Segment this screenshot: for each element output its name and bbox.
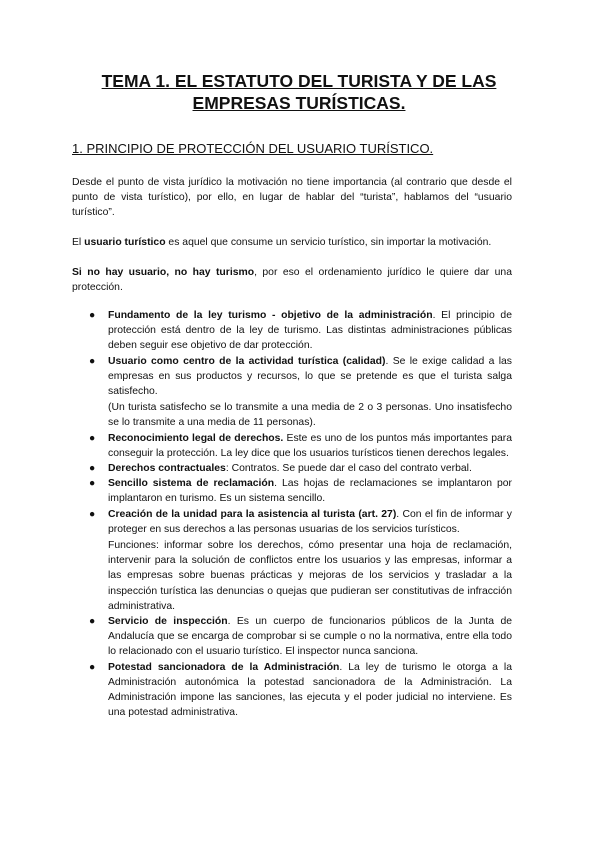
list-item [89, 507, 512, 614]
paragraph-usuario-turistico [72, 235, 512, 250]
list-item-text: . Con el fin de informar y proteger en sus derechos a las personas usuarias de los servicios turísticos. [108, 508, 512, 535]
list-item [89, 354, 513, 431]
list-item [89, 431, 512, 461]
list-item-text: . La ley de turismo le otorga a la Administración autonómica la potestad sancionadora de la Administración. La Administración impone las sanciones, las ejecuta y el poder judicial no interviene. Es una potestad administrativa. [108, 661, 513, 719]
bold-term: usuario turístico [84, 237, 166, 248]
bullet-icon: ● [89, 478, 96, 490]
list-item-text: . El principio de protección está dentro de la ley de turismo. Las distintas administraciones públicas deben seguir ese objetivo de dar protección. [108, 310, 512, 352]
paragraph-no-usuario [72, 265, 512, 295]
bullet-icon: ● [89, 355, 96, 367]
list-item-text: : Contratos. Se puede dar el caso del contrato verbal. [225, 463, 472, 475]
bullet-icon: ● [89, 432, 96, 444]
list-item-note: (Un turista satisfecho se lo transmite a una media de 2 o 3 personas. Uno insatisfecho se lo transmite a una media de 11 personas). [108, 402, 512, 429]
list-item-title: Usuario como centro de la actividad turística (calidad) [108, 355, 386, 367]
list-item-title: Creación de la unidad para la asistencia al turista (art. 27) [108, 508, 397, 520]
list-item-title: Potestad sancionadora de la Administración [108, 661, 340, 673]
principles-list [72, 308, 512, 720]
title-line-1: TEMA 1. EL ESTATUTO DEL TURISTA Y DE LAS [101, 71, 497, 91]
bullet-icon: ● [89, 616, 96, 628]
bullet-icon: ● [89, 310, 96, 321]
list-item [89, 308, 512, 354]
list-item-note: Funciones: informar sobre los derechos, cómo presentar una hoja de reclamación, intervenir para la solución de conflictos entre los usuarios y las empresas, informar a las empresas sobre buenas prácticas y mejoras de los servicios y trasladar a la inspección turística las denuncias o quejas que pudieran ser constitutivas de infracción administrativa. [108, 540, 512, 612]
title-line-2: EMPRESAS TURÍSTICAS. [192, 93, 406, 113]
bullet-icon: ● [89, 508, 96, 520]
list-item [89, 614, 513, 660]
list-item-text: . Las hojas de reclamaciones se implantaron por implantaron en turismo. Es un sistema sencillo. [108, 478, 512, 505]
list-item [89, 461, 512, 476]
list-item-title: Reconocimiento legal de derechos. [108, 432, 284, 444]
list-item-title: Derechos contractuales [108, 463, 226, 475]
list-item-title: Fundamento de la ley turismo - objetivo de la administración [108, 310, 433, 321]
paragraph-text: es aquel que consume un servicio turístico, sin importar la motivación. [165, 237, 492, 248]
list-item-text: Este es uno de los puntos más importantes para conseguir la protección. La ley dice que los usuarios turísticos tienen derechos legales. [108, 432, 512, 459]
list-item-title: Sencillo sistema de reclamación [108, 478, 275, 490]
section-heading: 1. PRINCIPIO DE PROTECCIÓN DEL USUARIO TURÍSTICO. [72, 141, 434, 156]
list-item-title: Servicio de inspección [108, 616, 228, 628]
paragraph-text: El [72, 237, 85, 248]
paragraph-text: , por eso el ordenamiento jurídico le quiere dar una protección. [72, 267, 512, 293]
bullet-icon: ● [89, 661, 96, 673]
paragraph-motivation: Desde el punto de vista jurídico la motivación no tiene importancia (al contrario que desde el punto de vista turístico), por ello, en lugar de hablar del “turista”, hablamos del “usuario turístico”. [72, 177, 512, 218]
list-item-text: . Es un cuerpo de funcionarios públicos de la Junta de Andalucía que se encarga de comprobar si se cumple o no la normativa, entre ella todo lo relacionado con el usuario turístico. El inspector nunca sanciona. [108, 616, 513, 658]
bold-term: Si no hay usuario, no hay turismo [72, 267, 255, 278]
list-item-text: . Se le exige calidad a las empresas en sus productos y recursos, lo que se pretende es que el turista salga satisfecho. [108, 355, 513, 398]
bullet-icon: ● [89, 463, 96, 475]
list-item [89, 476, 512, 506]
list-item [89, 660, 513, 721]
page-title [72, 70, 512, 114]
